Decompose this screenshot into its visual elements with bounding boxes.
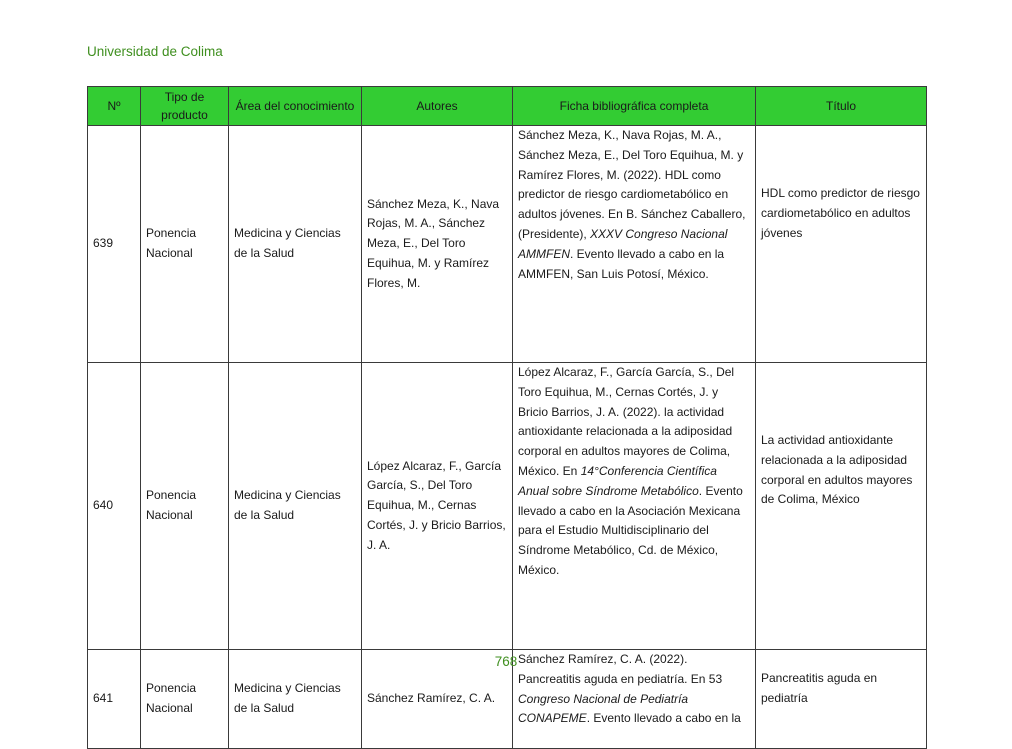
cell-area: Medicina y Ciencias de la Salud bbox=[229, 650, 362, 749]
ficha-event-name: 14°Conferencia Científica Anual sobre Síndrome Metabólico bbox=[518, 463, 717, 498]
col-header-autores: Autores bbox=[362, 87, 513, 126]
cell-tipo: Ponencia Nacional bbox=[141, 650, 229, 749]
cell-ficha bbox=[513, 363, 756, 650]
publications-table bbox=[87, 86, 927, 749]
cell-tipo: Ponencia Nacional bbox=[141, 363, 229, 650]
ficha-text: Sánchez Meza, K., Nava Rojas, M. A., Sánchez Meza, E., Del Toro Equihua, M. y Ramírez Flores, M. (2022). HDL como predictor de riesgo cardiometabólico en adultos jóvenes. En B. Sánchez Caballero, (Presidente), bbox=[518, 128, 746, 241]
ficha-event-name: XXXV Congreso Nacional AMMFEN bbox=[518, 226, 728, 261]
table-row bbox=[88, 126, 927, 363]
cell-num: 640 bbox=[88, 363, 141, 650]
ficha-text: López Alcaraz, F., García García, S., Del Toro Equihua, M., Cernas Cortés, J. y Bricio Barrios, J. A. (2022). la actividad antioxidante relacionada a la adiposidad corporal en adultos mayores de Colima, México. En bbox=[518, 365, 735, 478]
table-row bbox=[88, 363, 927, 650]
ficha-text-end: . Evento llevado a cabo en la AMMFEN, San Luis Potosí, México. bbox=[518, 246, 725, 281]
cell-area: Medicina y Ciencias de la Salud bbox=[229, 126, 362, 363]
page-number: 768 bbox=[494, 654, 518, 669]
col-header-ficha: Ficha bibliográfica completa bbox=[513, 87, 756, 126]
cell-titulo: La actividad antioxidante relacionada a la adiposidad corporal en adultos mayores de Colima, México bbox=[756, 363, 927, 650]
ficha-text-end: . Evento llevado a cabo en la bbox=[586, 711, 741, 726]
ficha-text-end: . Evento llevado a cabo en la Asociación Mexicana para el Estudio Multidisciplinario del Síndrome Metabólico, Cd. de México, México. bbox=[518, 483, 743, 577]
col-header-num: Nº bbox=[88, 87, 141, 126]
cell-tipo: Ponencia Nacional bbox=[141, 126, 229, 363]
col-header-area: Área del conocimiento bbox=[229, 87, 362, 126]
cell-area: Medicina y Ciencias de la Salud bbox=[229, 363, 362, 650]
cell-num: 641 bbox=[88, 650, 141, 749]
ficha-text: Sánchez Ramírez, C. A. (2022). Pancreatitis aguda en pediatría. En 53 bbox=[518, 652, 723, 686]
cell-autores: Sánchez Ramírez, C. A. bbox=[362, 650, 513, 749]
cell-autores: Sánchez Meza, K., Nava Rojas, M. A., Sánchez Meza, E., Del Toro Equihua, M. y Ramírez Flores, M. bbox=[362, 126, 513, 363]
cell-titulo: Pancreatitis aguda en pediatría bbox=[756, 650, 927, 749]
col-header-tipo: Tipo de producto bbox=[141, 87, 229, 126]
col-header-titulo: Título bbox=[756, 87, 927, 126]
cell-autores: López Alcaraz, F., García García, S., Del Toro Equihua, M., Cernas Cortés, J. y Bricio Barrios, J. A. bbox=[362, 363, 513, 650]
cell-titulo: HDL como predictor de riesgo cardiometabólico en adultos jóvenes bbox=[756, 126, 927, 363]
cell-ficha bbox=[513, 126, 756, 363]
institution-header: Universidad de Colima bbox=[87, 44, 223, 59]
ficha-event-name: Congreso Nacional de Pediatría CONAPEME bbox=[518, 691, 689, 726]
cell-num: 639 bbox=[88, 126, 141, 363]
table-header-row bbox=[88, 87, 927, 126]
